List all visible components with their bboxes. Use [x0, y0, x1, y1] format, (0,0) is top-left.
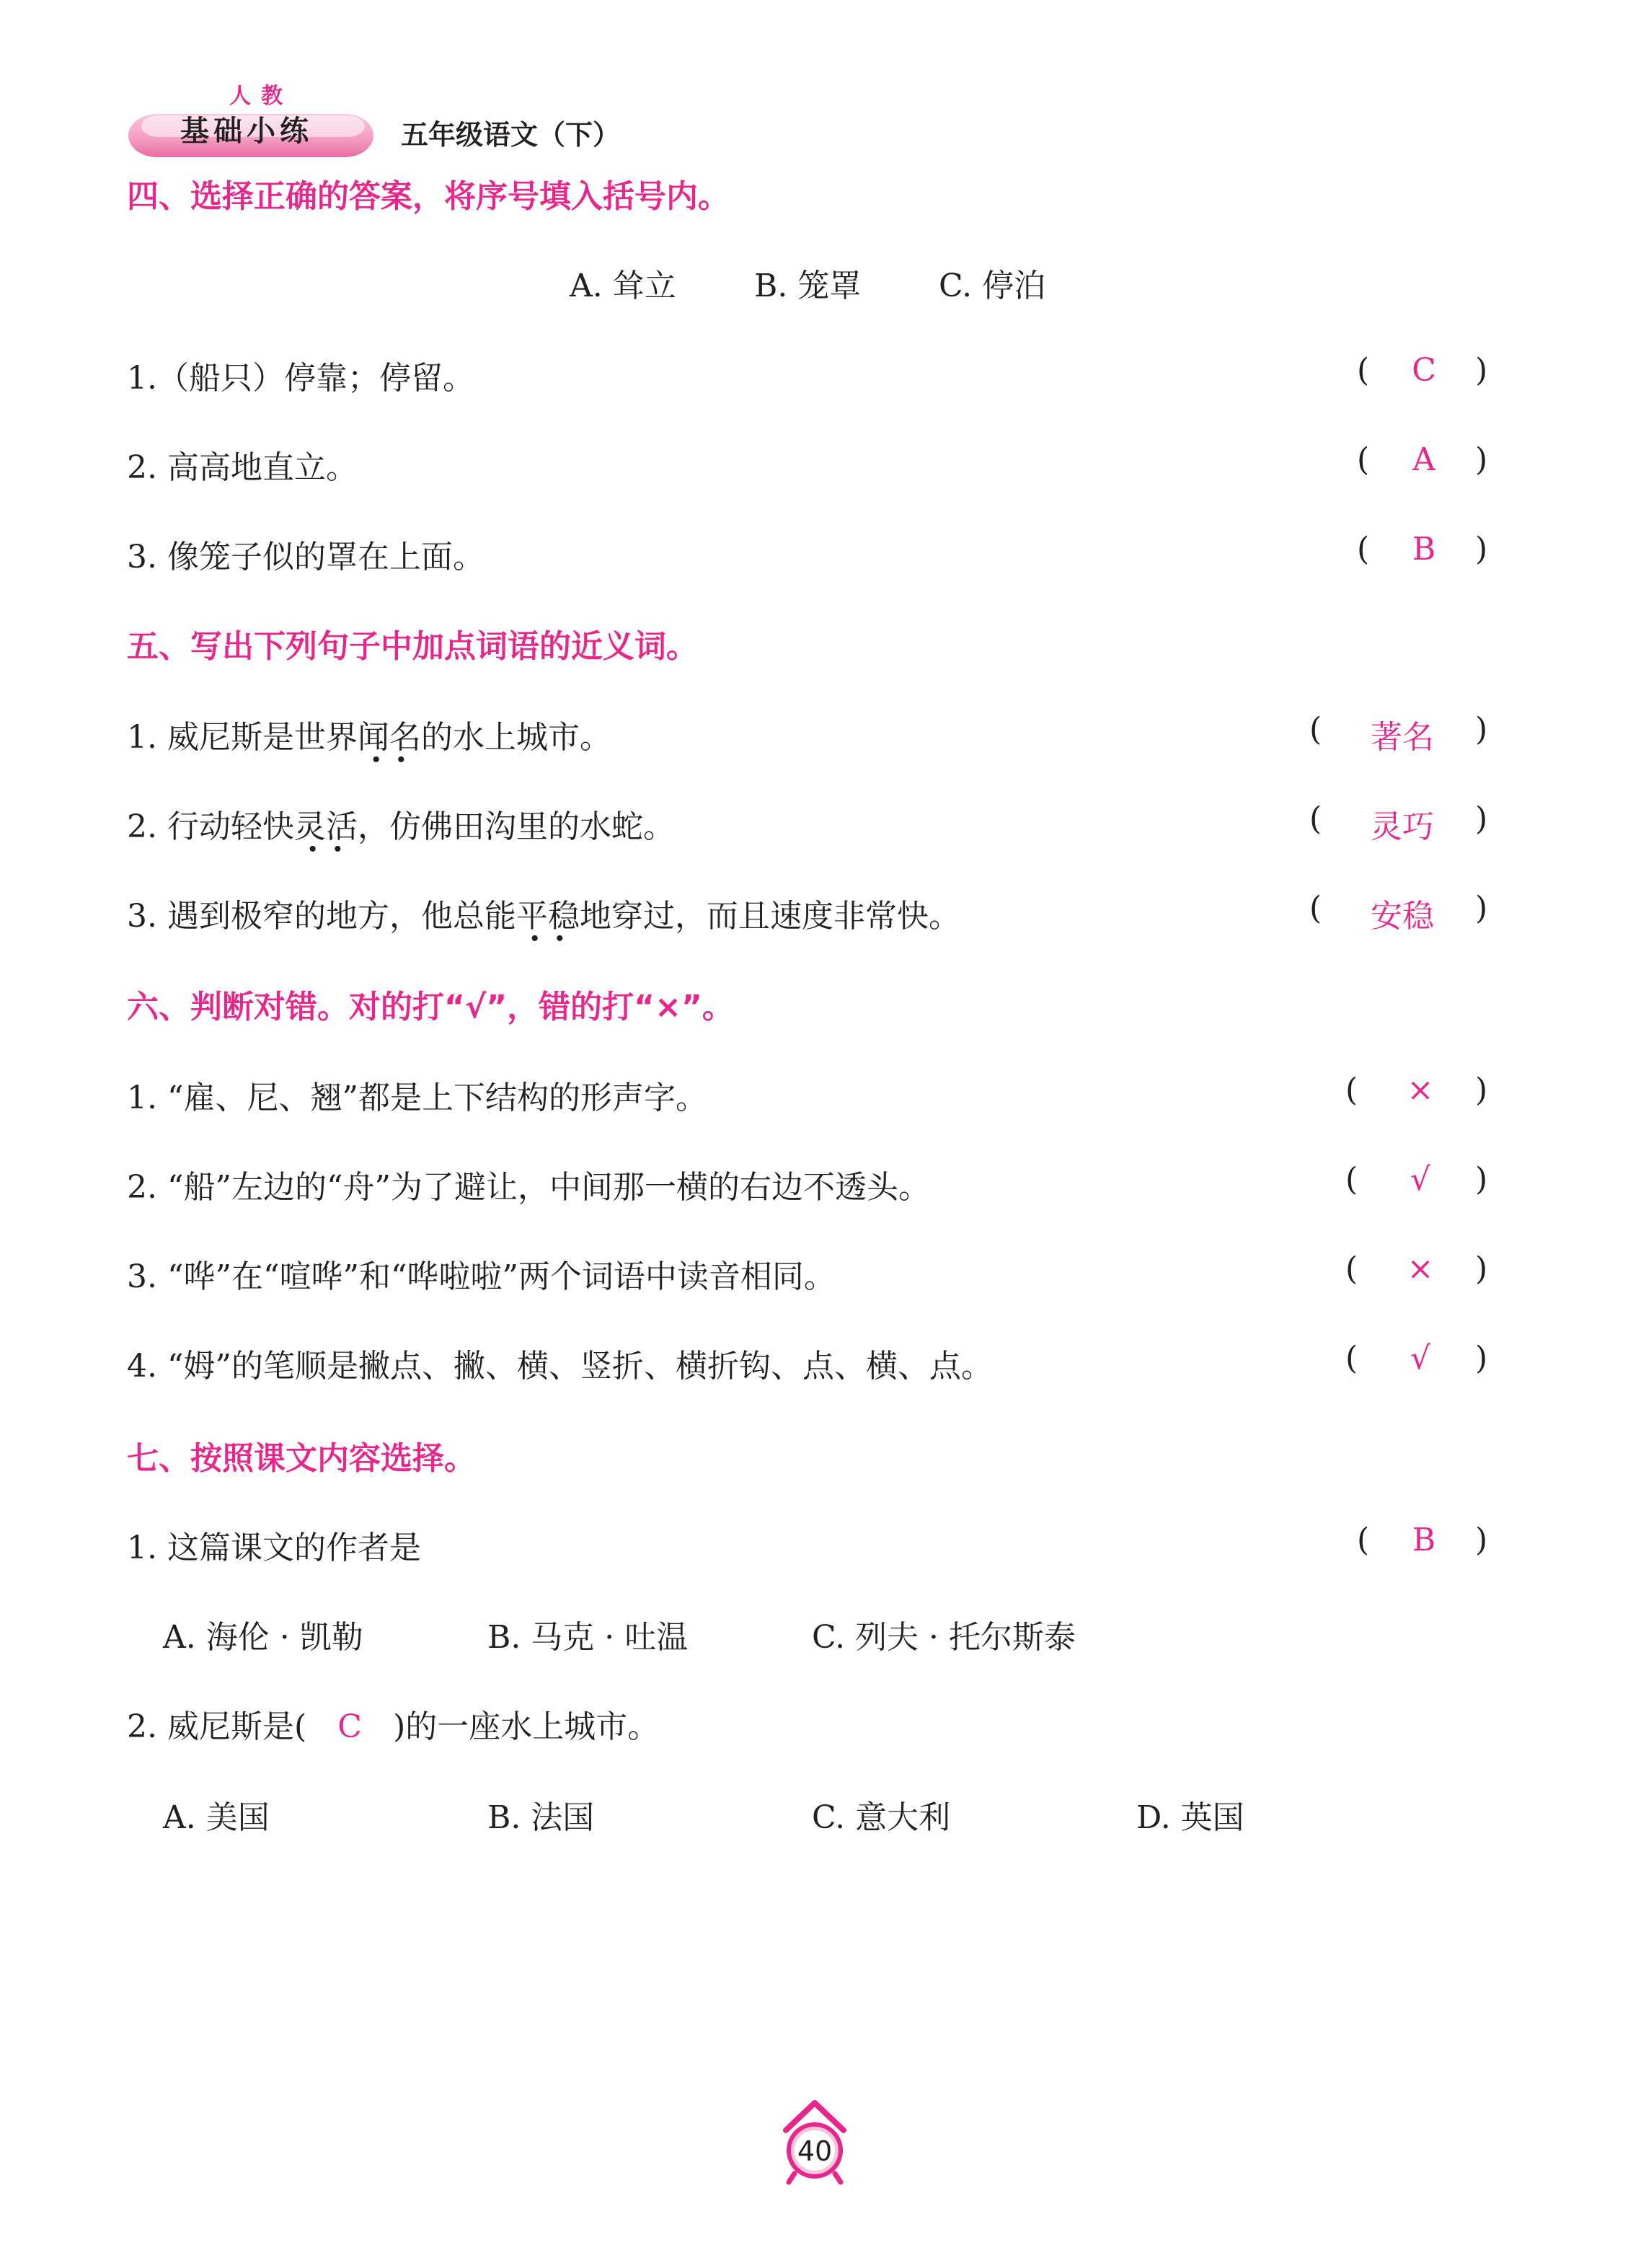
answer-7-1[interactable]: B [1412, 1522, 1436, 1558]
section-6-question-1: 1. “雇、尼、翘”都是上下结构的形声字。 [127, 1080, 707, 1116]
paren-open: ( [1357, 352, 1370, 389]
section-4-question-1: 1.（船只）停靠；停留。 [127, 360, 474, 397]
sentence-post: )的一座水上城市。 [393, 1708, 660, 1745]
answer-5-2[interactable]: 灵巧 [1371, 808, 1434, 845]
section-6-question-4: 4. “姆”的笔顺是撇点、撇、横、竖折、横折钩、点、横、点。 [127, 1348, 993, 1385]
page-number-badge [779, 2099, 851, 2185]
section-7-q2-option-a: A. 美国 [163, 1799, 270, 1836]
answer-4-1[interactable]: C [1412, 352, 1436, 389]
section-7-q2-option-d: D. 英国 [1136, 1799, 1244, 1836]
section-7-question-2 [127, 1700, 659, 1747]
paren-open: ( [1357, 531, 1370, 568]
paren-close: ) [1475, 352, 1488, 389]
paren-close: ) [1475, 1161, 1488, 1198]
dotted-word: 平稳 · · [516, 890, 580, 936]
answer-6-1[interactable]: × [1407, 1072, 1434, 1108]
paren-close: ) [1475, 1072, 1488, 1108]
answer-5-1[interactable]: 著名 [1371, 719, 1434, 756]
paren-close: ) [1475, 1522, 1488, 1558]
sentence-post: 的水上城市。 [420, 719, 611, 756]
paren-open: ( [1309, 800, 1322, 837]
section-7-q2-option-c: C. 意大利 [812, 1799, 951, 1836]
paren-open: ( [1345, 1250, 1358, 1287]
paren-open: ( [1357, 441, 1370, 478]
paren-open: ( [1357, 1522, 1370, 1558]
dotted-word: 闻名 · · [358, 711, 421, 757]
sentence-pre: 2. 威尼斯是( [127, 1708, 307, 1745]
paren-close: ) [1475, 1340, 1488, 1377]
paren-close: ) [1475, 800, 1488, 837]
section-7-q2-option-b: B. 法国 [487, 1799, 595, 1836]
section-7-question-1: 1. 这篇课文的作者是 [127, 1530, 421, 1566]
section-4-option-b: B. 笼罩 [754, 268, 862, 304]
section-5-question-2 [127, 800, 675, 847]
paren-open: ( [1345, 1072, 1358, 1108]
section-7-q1-option-c: C. 列夫 · 托尔斯泰 [812, 1619, 1076, 1656]
section-6-question-2: 2. “船”左边的“舟”为了避让，中间那一横的右边不透头。 [127, 1169, 930, 1206]
section-5-question-1 [127, 711, 611, 757]
answer-6-4[interactable]: √ [1410, 1340, 1431, 1377]
answer-5-3[interactable]: 安稳 [1371, 898, 1434, 935]
paren-close: ) [1475, 1250, 1488, 1287]
answer-7-2[interactable]: C [337, 1708, 362, 1745]
section-5-question-3 [127, 890, 960, 936]
section-4-title: 四、选择正确的答案，将序号填入括号内。 [127, 178, 730, 215]
paren-open: ( [1309, 711, 1322, 748]
paren-close: ) [1475, 711, 1488, 748]
paren-close: ) [1475, 441, 1488, 478]
section-4-option-a: A. 耸立 [570, 268, 676, 304]
section-4-option-c: C. 停泊 [939, 268, 1046, 304]
paren-close: ) [1475, 531, 1488, 568]
section-7-title: 七、按照课文内容选择。 [127, 1440, 476, 1477]
sentence-pre: 1. 威尼斯是世界 [127, 719, 358, 756]
section-6-title: 六、判断对错。对的打“√”，错的打“×”。 [127, 989, 734, 1025]
sentence-pre: 3. 遇到极窄的地方，他总能 [127, 898, 516, 935]
section-4-question-3: 3. 像笼子似的罩在上面。 [127, 539, 485, 575]
header-publisher: 人教 [229, 84, 293, 109]
sentence-post: 地穿过，而且速度非常快。 [579, 898, 960, 935]
section-7-q1-option-b: B. 马克 · 吐温 [487, 1619, 689, 1656]
sentence-post: ，仿佛田沟里的水蛇。 [357, 808, 675, 845]
dotted-word: 灵活 · · [294, 800, 358, 847]
answer-6-2[interactable]: √ [1410, 1161, 1431, 1198]
paren-close: ) [1475, 890, 1488, 927]
paren-open: ( [1345, 1340, 1358, 1377]
section-5-title: 五、写出下列句子中加点词语的近义词。 [127, 628, 698, 665]
header-grade: 五年级语文（下） [401, 119, 621, 151]
page-number: 40 [797, 2135, 833, 2167]
section-4-question-2: 2. 高高地直立。 [127, 449, 358, 486]
header-series-title: 基础小练 [180, 115, 313, 148]
answer-6-3[interactable]: × [1407, 1250, 1434, 1287]
answer-4-2[interactable]: A [1412, 441, 1435, 478]
alarm-clock-icon [779, 2099, 851, 2185]
section-6-question-3: 3. “哗”在“喧哗”和“哗啦啦”两个词语中读音相同。 [127, 1258, 836, 1295]
paren-open: ( [1309, 890, 1322, 927]
paren-open: ( [1345, 1161, 1358, 1198]
answer-4-3[interactable]: B [1412, 531, 1436, 568]
sentence-pre: 2. 行动轻快 [127, 808, 294, 845]
section-7-q1-option-a: A. 海伦 · 凯勒 [163, 1619, 363, 1656]
